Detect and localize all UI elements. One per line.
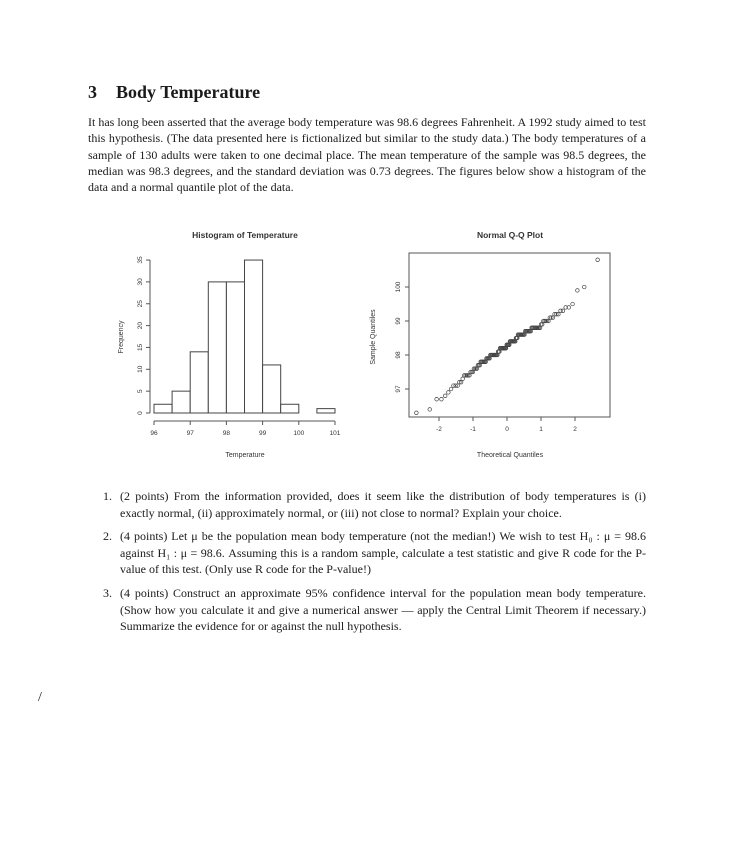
qq-ylabel: Sample Quantiles [370, 309, 377, 365]
qq-point [571, 302, 575, 306]
qq-x-tick-label: -1 [470, 426, 476, 433]
question-number: 2. [103, 529, 112, 544]
qq-point [449, 387, 453, 391]
qq-y-tick-label: 100 [395, 281, 402, 293]
histogram-chart [118, 230, 341, 459]
question-text: (4 points) Construct an approximate 95% confidence interval for the population mean body temperature. (Show how you calculate it and give a numerical answer — apply the Central Limit Theorem if necessary.) Summarize the evidence for or against the null hypothesis. [120, 585, 646, 634]
qq-point [440, 397, 444, 401]
qq-point [461, 377, 465, 381]
histogram-bar [263, 365, 281, 413]
qq-point [561, 309, 565, 313]
histogram-bar [317, 409, 335, 413]
histogram-bar [226, 282, 244, 413]
section-title: Body Temperature [116, 82, 261, 102]
section-heading [88, 82, 260, 103]
histogram-x-tick-label: 97 [186, 430, 194, 437]
question-number: 3. [103, 585, 112, 600]
histogram-x-tick-label: 98 [222, 430, 231, 437]
histogram-y-tick-label: 20 [137, 321, 144, 330]
question-text: (4 points) Let μ be the population mean body temperature (not the median!) We wish to test H₀ : μ = 98.6 against H₁ : μ = 98.6. Assuming this is a random sample, calculate a test statistic and give R code for the P-value of this test. (Only use R code for the P-value!) [120, 529, 646, 577]
qq-point [447, 391, 451, 395]
histogram-bar [281, 404, 299, 413]
question-3 [103, 585, 646, 635]
qq-point [428, 408, 432, 412]
qq-title: Normal Q-Q Plot [476, 230, 544, 240]
qq-point [582, 285, 586, 289]
histogram-xlabel: Temperature [225, 452, 265, 459]
histogram-y-tick-label: 35 [137, 256, 144, 264]
qq-xlabel: Theoretical Quantiles [476, 452, 544, 459]
question-2 [103, 528, 646, 578]
qq-point [596, 258, 600, 262]
section-number: 3 [88, 82, 97, 102]
qq-x-tick-label: -2 [436, 426, 442, 433]
qq-point [576, 289, 580, 293]
histogram-y-tick-label: 25 [137, 300, 144, 308]
histogram-bar [172, 391, 190, 413]
qq-point [443, 394, 447, 398]
question-number: 1. [103, 489, 112, 503]
histogram-y-tick-label: 10 [137, 365, 144, 373]
qq-point [415, 411, 419, 415]
histogram-bar [208, 282, 226, 413]
qq-point [435, 397, 439, 401]
qq-x-tick-label: 0 [505, 426, 509, 433]
histogram-bar [190, 352, 208, 413]
figures [110, 225, 620, 465]
qq-x-tick-label: 2 [573, 426, 577, 433]
qq-y-tick-label: 97 [395, 385, 402, 393]
qq-x-tick-label: 1 [539, 426, 543, 433]
question-list [103, 488, 646, 642]
question-text: (2 points) From the information provided, does it seem like the distribution of body temperatures is (i) exactly normal, (ii) approximately normal, or (iii) not close to normal? Explain your choice. [120, 489, 646, 520]
stray-mark: / [38, 690, 42, 705]
histogram-y-tick-label: 0 [137, 411, 144, 415]
histogram-x-tick-label: 100 [293, 430, 305, 437]
histogram-x-tick-label: 96 [150, 430, 158, 437]
qq-y-tick-label: 99 [395, 317, 402, 325]
histogram-bar [245, 260, 263, 413]
histogram-x-tick-label: 101 [329, 430, 341, 437]
qq-plot-chart [370, 230, 610, 459]
histogram-y-tick-label: 15 [137, 343, 144, 352]
qq-y-tick-label: 98 [395, 351, 402, 359]
qq-plot-box [409, 253, 610, 417]
question-1 [103, 488, 646, 521]
histogram-bar [154, 404, 172, 413]
histogram-title: Histogram of Temperature [192, 230, 298, 240]
histogram-x-tick-label: 99 [258, 430, 267, 437]
intro-paragraph: It has long been asserted that the average body temperature was 98.6 degrees Fahrenheit. A 1992 study aimed to test this hypothesis. (The data presented here is fictionalized but similar to the study data.) The body temperatures of a sample of 130 adults were taken to one decimal place. The mean temperature of the sample was 98.5 degrees, the median was 98.3 degrees, and the standard deviation was 0.73 degrees. The figures below show a histogram of the data and a normal quantile plot of the data. [88, 115, 646, 195]
histogram-y-tick-label: 30 [137, 278, 144, 286]
histogram-y-tick-label: 5 [137, 389, 144, 393]
histogram-ylabel: Frequency [118, 320, 125, 354]
